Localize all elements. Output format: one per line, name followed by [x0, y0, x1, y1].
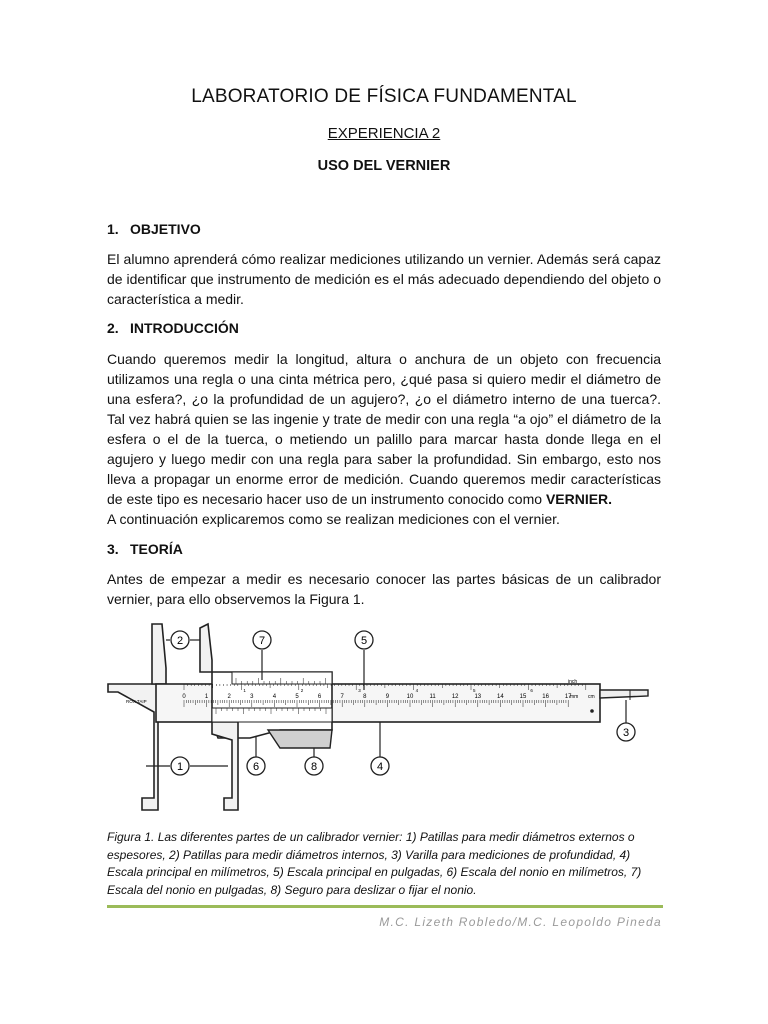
- objetivo-paragraph: El alumno aprenderá cómo realizar mediciones utilizando un vernier. Además será capaz de identificar que instrumento de medición es el más adecuado dependiendo del objeto o característica a medir.: [107, 251, 661, 307]
- teoria-paragraph: Antes de empezar a medir es necesario conocer las partes básicas de un calibrador vernier, para ello observemos la Figura 1.: [107, 571, 661, 607]
- introduccion-paragraph: [107, 349, 661, 509]
- section-number: 2.: [107, 320, 119, 336]
- callout-6: [247, 757, 265, 775]
- cm-scale-label: 14: [497, 694, 504, 700]
- cm-scale-label: 0: [182, 694, 186, 700]
- thumb-lock: [268, 730, 332, 748]
- cm-scale-label: 3: [250, 694, 254, 700]
- brand-label: ROX TAIP: [126, 699, 147, 704]
- callout-3: [617, 723, 635, 741]
- cm-scale-label: 6: [317, 694, 322, 700]
- figure-caption: Figura 1. Las diferentes partes de un calibrador vernier: 1) Patillas para medir diámetros externos o espesores, 2) Patillas para medir diámetros internos, 3) Varilla para mediciones de profundidad, 4) Escala principal en milímetros, 5) Escala principal en pulgadas, 6) Escala del nonio en milímetros, 7) Escala del nonio en pulgadas, 8) Seguro para deslizar o fijar el nonio.: [107, 830, 642, 897]
- cm-scale-label: 1: [204, 694, 209, 700]
- footer-rule: [107, 905, 663, 908]
- cm-scale-label: 16: [542, 694, 549, 700]
- cm-scale-label: 5: [295, 694, 299, 700]
- fixed-internal-jaw: [152, 624, 166, 684]
- topic-title: USO DEL VERNIER: [317, 158, 451, 174]
- sliding-internal-jaw: [200, 624, 212, 672]
- footer-authors: M.C. Lizeth Robledo/M.C. Leopoldo Pineda: [379, 915, 662, 929]
- inch-scale-label: 4: [415, 688, 419, 693]
- depth-rod: [600, 690, 648, 698]
- section-title: OBJETIVO: [130, 221, 201, 237]
- svg-text:1: 1: [176, 761, 184, 773]
- cm-scale-label: 10: [406, 694, 414, 700]
- section-heading-teoria: [107, 541, 183, 557]
- svg-text:8: 8: [310, 761, 318, 773]
- callout-5: [355, 631, 373, 649]
- cm-scale-label: 15: [519, 694, 527, 700]
- callout-7: [253, 631, 271, 649]
- callout-4: [371, 757, 389, 775]
- section-title: TEORÍA: [130, 541, 183, 557]
- inch-scale-label: 2: [300, 688, 304, 693]
- cm-scale-label: 4: [272, 694, 277, 700]
- callout-2: [171, 631, 189, 649]
- section-number: 1.: [107, 221, 119, 237]
- section-number: 3.: [107, 541, 119, 557]
- svg-text:6: 6: [252, 761, 260, 773]
- svg-text:4: 4: [376, 761, 384, 773]
- svg-text:2: 2: [176, 635, 184, 647]
- section-title: INTRODUCCIÓN: [130, 320, 239, 336]
- section-heading-introduccion: [107, 320, 239, 336]
- introduccion-text: Cuando queremos medir la longitud, altura o anchura de un objeto con frecuencia utilizamos una regla o una cinta métrica pero, ¿qué pasa si quiero medir el diámetro de una esfera?, ¿o la profundidad de un agujero?, ¿o el diámetro interno de una tuerca?. Tal vez habrá quien se las ingenie y trate de medir con una regla “a ojo” el diámetro de la esfera o el de la tuerca, o metiendo un palillo para marcar hasta donde llega en el agujero y luego medir con una regla para saber la profundidad. Sin embargo, esto nos lleva a propagar un enorme error de medición. Cuando queremos medir características de este tipo es necesario hacer uso de un instrumento conocido como: [107, 351, 661, 507]
- experience-label: EXPERIENCIA 2: [327, 125, 441, 142]
- cm-scale-label: 12: [451, 694, 459, 700]
- callout-8: [305, 757, 323, 775]
- inch-scale-label: 3: [358, 688, 361, 693]
- cm-scale-label: 2: [227, 694, 231, 700]
- callout-1: [171, 757, 189, 775]
- vernier-emphasis: VERNIER.: [545, 491, 613, 507]
- continuacion-paragraph: A continuación explicaremos como se realizan mediciones con el vernier.: [107, 511, 560, 527]
- cm-scale-label: 7: [340, 694, 344, 700]
- svg-text:7: 7: [258, 635, 266, 647]
- mm-unit-label: mm: [570, 694, 579, 700]
- cm-unit-label: cm: [588, 694, 595, 700]
- cm-scale-label: 13: [474, 694, 482, 700]
- cm-scale-label: 11: [429, 694, 436, 700]
- document-title: LABORATORIO DE FÍSICA FUNDAMENTAL: [191, 86, 577, 107]
- cm-scale-label: 9: [385, 694, 390, 700]
- vernier-caliper-figure: [100, 620, 668, 820]
- inch-scale-label: 6: [530, 688, 533, 693]
- inch-scale-label: 1: [243, 688, 246, 693]
- inch-scale-label: 5: [473, 688, 476, 693]
- cm-scale-label: 8: [363, 694, 367, 700]
- mm-vernier-scale: [212, 708, 332, 722]
- section-heading-objetivo: [107, 221, 201, 237]
- svg-text:3: 3: [622, 727, 630, 739]
- beam-screw: [590, 709, 594, 713]
- svg-text:5: 5: [360, 635, 368, 647]
- inch-unit-label: inch: [568, 679, 578, 685]
- cm-scale-label: 17: [564, 694, 572, 700]
